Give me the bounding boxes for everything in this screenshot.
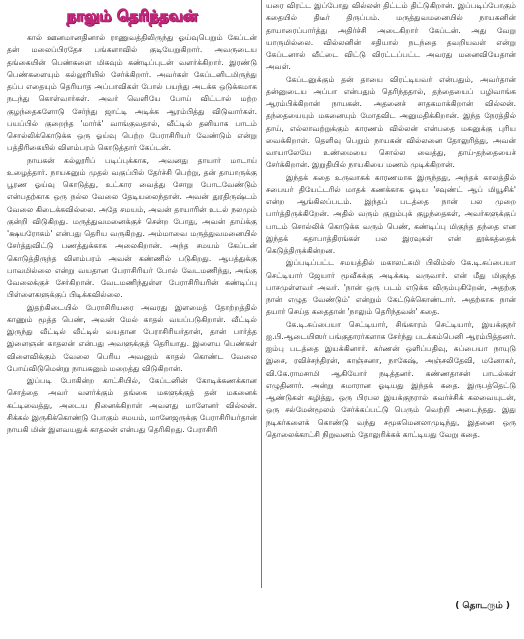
- article-paragraph: இந்தக் கதை உருவாகக் காரணமாக இருந்தது, அந்தக் காலத்தில் சபையர் தியேட்டரில் மாதக் கணக்காக ஓடிய 'சவுண்ட் ஆப் மியூசிக்' என்ற ஆங்கிலப்படம். இந்தப் படத்தை நான் பல முறை பார்த்திருக்கிறேன். அதில் வரும் குறும்புக் குழந்தைகள், அவர்களுக்குப் பாடம் சொல்லிக் கொடுக்க வரும் பெண், கண்டிப்பு மிகுந்த தந்தை என இந்தக் கதாபாத்திரங்கள் பல இரவுகள் என் தூக்கத்தைக் கெடுத்திருக்கின்றன.: [266, 172, 516, 255]
- article-title: நாலும் தெரிந்தவன்: [66, 7, 198, 25]
- article-title-box: [7, 0, 257, 28]
- article-paragraph: கே.டி.சுப்பையா செட்டியார், சிங்காரம் செட்டியார், இயக்குநர் ஐ.பி.ஆடையிஸர் பங்குதாரர்களாக சேர்ந்து படக்கம்பெனி ஆரம்பித்தனர். ஐம்பு படத்தை இயக்கினார். கர்ணன் ஒளிப்பதிவு, சுப்பையா நாயுடு இசை, ரவிச்சந்திரன், காஞ்சனா, நாகேஷ், அஞ்சலிதேவி, மனோகர், வி.கே.ராமசாமி ஆகியோர் நடித்தனர். கண்ணதாசன் பாடல்கள் எழுதினார். அன்று சுமாரான ஓடியது இந்தக் கதை. இருபத்தெட்டு ஆண்டுகள் கழித்து, ஒரு பிரபல இயக்குநரால் கவர்ச்சிக் கலவையுடன், ஒரு சல்மேன்மூலம் சேர்க்கப்பட்டு பெரும் வெற்றி அடைந்தது. இது நடிகர்களைக் கொண்டு வந்து சமூகமெனலாமுடிந்து, இதனை ஒரு தொலைக்காட்சி நிறுவனம் தோலுரிக்கக் காட்டியது வேறு கதை.: [266, 319, 516, 439]
- article-paragraph: இதற்கிடையில் பேராசிரியரை அவரது இளமைத் தோற்றத்தில் காணும் மூத்த பெண், அவன் மேல் காதல் வயப்படுகிறாள். வீட்டில் இருந்து வீட்டில் வீட்டில் வயதான பேராசிரியர்தான், தான் பார்த்த இளைஞன் காதலன் என்பது அவளுக்குத் தெரியாது. இளைய பெண்கள் விளைவிக்கும் வேலை பெரிய அவனும் காதல் கொண்ட வேலை போய்விடுமென்று நாயகனும் மறைத்து விடுகிறான்.: [7, 302, 257, 373]
- article-paragraph: யரை விரட்ட இப்போது வில்லன் திட்டம் திட்டுகிறான். இப்படிப்போகும் கதையில் திடீர் திருப்பம். மருத்துவமனையில் நாயகனின் தாயாரைப்பார்த்து அதிர்ச்சி அடைகிறார் கேப்டன். அது வேறு யாருமில்லை. வில்லனின் சதியால் நடந்தை தவறியவள் என்று கேப்டனால் வீட்டை விட்டு விரட்டப்பட்ட அவரது மனைவியேதான் அவள்.: [266, 1, 516, 72]
- left-column: [7, 0, 257, 436]
- article-paragraph: கால் ஊனமானதினால் ராணுவத்திலிருந்து ஓய்வுபெறும் கேப்டன் தன் மலைப்பிரதேச பங்களாவில் குடியேறுகிறார். அவருடைய தங்கையின் பெண்களை மிகவும் கண்டிப்புடன் வளர்க்கிறார். இரண்டு பெண்களையும் கல்லூரியில் சேர்க்கிறார். அவர்கள் கேப்டனிடமிருந்து தப்ப எதையும் தெரியாத அப்பாவிகள் போல் பயந்து அடக்க ஒடுக்கமாக நடந்து கொள்வார்கள். அவர் வெளியே போய் விட்டால் மற்ற குழந்தைகளோடு சேர்ந்து ஜாட்டி அடிக்க ஆரம்பித்து விடுவார்கள். பயப்பில் குறைந்த 'மார்க்' வாங்குவதால், வீட்டில் தனியாக பாடம் சொல்லிக்கொடுக்க ஒரு ஓய்வு பெற்ற பேராசிரியர் வேண்டும் என்று பத்திரிகையில் விளம்பரம் கொடுத்தார் கேப்டன்.: [7, 33, 257, 153]
- continued-label: ( தொடரும் ): [455, 601, 510, 611]
- column-divider: [261, 0, 262, 588]
- article-paragraph: இப்படிப்பட்ட சமயத்தில் மகாலட்சுமி பிலிம்ஸ் கே.டி.சுப்பையா செட்டியார் ஜேயார் மூவீசுக்கு அடிக்கடி வருவார். என் மீது மிகுந்த பாசமுள்ளவர் அவர். 'நான் ஒரு படம் எடுக்க விரும்புகிறேன், அதற்கு நான் எழுத வேண்டும்' என்றும் கேட்டுக்கொண்டார். அதற்காக நான் தயார் செய்த கதைதான் 'நாலும் தெரிந்தவன்' கதை.: [266, 258, 516, 317]
- article-paragraph: இப்படி போகின்ற காட்சியில், கேப்டனின் கோடிக்கணக்கான சொத்தை அவர் வளர்க்கும் தங்கை மகளுக்குத் தன் மகனைக் கட்டிவைத்து, அடைய நினைக்கிறாள் அவளது மாளேனர் வில்லன். சிக்கல் இருகிக்கொண்டு போகும் சமயம், மானேஜருக்கு பேராசிரியர்தான் நாயகி மின் இளவயதுக் காதலன் என்பது தெரிகிறது. பேராசிரி: [7, 376, 257, 434]
- article-paragraph: நாயகன் கல்லூரிப் படிப்புக்காக, அவனது தாயார் மாடாய் உழைத்தார். நாயகனும் முதல் வகுப்பில் தேர்ச்சி பெற்று, தன் தாயாருக்கு பூரண ஓய்வு கொடுத்து, உட்கார வைத்து சோறு போடவேண்டும் என்பதற்காக ஒரு நல்ல வேலை தேடியலைந்தான். அவன் துரதிருஷ்டம் வேலை கிடைக்கவில்லை. அதே சமயம், அவன் தாயாரின் உடல் நலமும் குன்றி விடுகிறது. மருத்துவமனைக்குச் சென்ற போது, அவன் தாய்க்கு 'க்ஷயரோகம்' என்பது தெரிய வருகிறது. அம்மாவை மருத்துவமனையில் சேர்த்துவிட்டு பணத்துக்காக அலைகிறான். அந்த சமயம் கேப்டன் கொடுத்திருந்த விளம்பரம் அவன் கண்ணில் படுகிறது. ஆபத்துக்கு பாவமில்லை என்று வயதான பேராசிரியர் போல் வேடமணிந்து, அங்கு வேலைக்குச் சேர்கிறான். வேடமணிந்துள்ள பேராசிரியரின் கண்டிப்பு பிள்ளைகளுக்குப் பிடிக்கவில்லை.: [7, 155, 257, 300]
- right-column: [266, 0, 516, 441]
- article-paragraph: கேப்டனுக்கும் தன் தாயை விரட்டியவர் என்பதும், அவர்தான் தன்னுடைய அப்பா என்பதும் தெரிந்ததால், தந்தையைப் பழிவாங்க ஆரம்பிக்கிறான் நாயகன். அதனைச் சாதகமாக்கிறான் வில்லன். தந்தையையும் மகனையும் மோதவிட அனுமதிக்கிறான். இந்த நேரத்தில் தாய், எல்லாவற்றுக்கும் காரணம் வில்லன் என்பதை மகனுக்கு புரிய வைக்கிறாள். தெளிவு பெறும் நாயகன் வில்லனை தோலுரித்து, அவன் வாயாலேயே உண்மையை சொல்ல வைத்து, தாய்-தந்தையைச் சேர்க்கிறான். இறுதியில் நாயகியை மணம் முடிக்கிறான்.: [266, 74, 516, 170]
